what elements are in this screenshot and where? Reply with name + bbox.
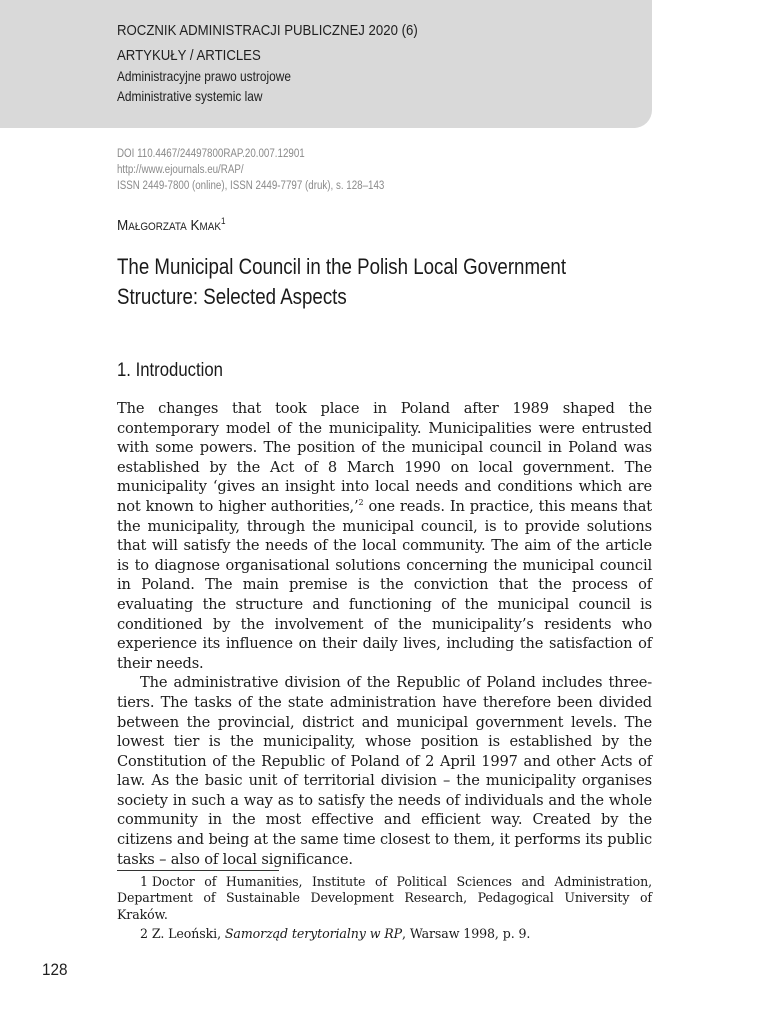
footnote-2-book-title: Samorząd terytorialny w RP bbox=[224, 925, 403, 941]
footnote-2-text-after: , Warsaw 1998, p. 9. bbox=[402, 925, 531, 941]
author-footnote-ref: 1 bbox=[220, 216, 226, 226]
author-name bbox=[117, 216, 225, 234]
journal-title: ROCZNIK ADMINISTRACJI PUBLICZNEJ 2020 (6) bbox=[117, 22, 418, 39]
paragraph-1-part-b: one reads. In practice, this means that the municipality, through the municipal council, is to provide solutions that will satisfy the needs of the local community. The aim of the article is to diagnose organisational solutions concerning the municipal council in Poland. The main premise is the conviction that the process of evaluating the structure and functioning of the municipal council is conditioned by the involvement of the municipality’s residents who experience its influence on their daily lives, including the satisfaction of their needs. bbox=[117, 497, 653, 672]
doi-line: DOI 110.4467/24497800RAP.20.007.12901 bbox=[117, 148, 305, 160]
footnote-2-text-before: Z. Leoński, bbox=[151, 925, 225, 941]
section-label: ARTYKUŁY / ARTICLES bbox=[117, 47, 261, 64]
article-body bbox=[117, 399, 652, 869]
footnote-2-number: 2 bbox=[140, 925, 148, 941]
footnotes bbox=[117, 874, 652, 942]
section-heading: 1. Introduction bbox=[117, 360, 223, 381]
issn-line: ISSN 2449-7800 (online), ISSN 2449-7797 (druk), s. 128–143 bbox=[117, 180, 385, 192]
category-english: Administrative systemic law bbox=[117, 88, 263, 104]
category-polish: Administracyjne prawo ustrojowe bbox=[117, 68, 291, 84]
journal-header-band bbox=[0, 0, 652, 128]
paragraph-1-part-a: The changes that took place in Poland after 1989 shaped the contemporary model of the municipality. Municipalities were entrusted with some powers. The position of the municipal council in Poland was established by the Act of 8 March 1990 on local government. The municipality ‘gives an insight into local needs and conditions which are not known to higher authorities,’ bbox=[117, 400, 652, 515]
journal-url: http://www.ejournals.eu/RAP/ bbox=[117, 164, 244, 176]
footnote-2 bbox=[117, 926, 652, 942]
footnote-1-number: 1 bbox=[140, 874, 148, 889]
footnote-1-text: Doctor of Humanities, Institute of Political Sciences and Administration, Department of Sustainable Development Research, Pedagogical University of Kraków. bbox=[117, 874, 652, 922]
paragraph-1 bbox=[117, 399, 652, 673]
footnote-divider bbox=[117, 870, 279, 871]
paragraph-2: The administrative division of the Republic of Poland includes three-tiers. The tasks of the state administration have therefore been divided between the provincial, district and municipal government levels. The lowest tier is the municipality, whose position is established by the Constitution of the Republic of Poland of 2 April 1997 and other Acts of law. As the basic unit of territorial division – the municipality organises society in such a way as to satisfy the needs of individuals and the whole community in the most effective and efficient way. Created by the citizens and being at the same time closest to them, it performs its public tasks – also of local significance. bbox=[117, 674, 652, 868]
author-name-text: Małgorzata Kmak bbox=[117, 217, 221, 234]
article-title: The Municipal Council in the Polish Local Government Structure: Selected Aspects bbox=[117, 254, 567, 309]
footnote-1 bbox=[117, 874, 652, 923]
page-number: 128 bbox=[42, 960, 68, 979]
footnote-ref-2: 2 bbox=[358, 498, 364, 508]
